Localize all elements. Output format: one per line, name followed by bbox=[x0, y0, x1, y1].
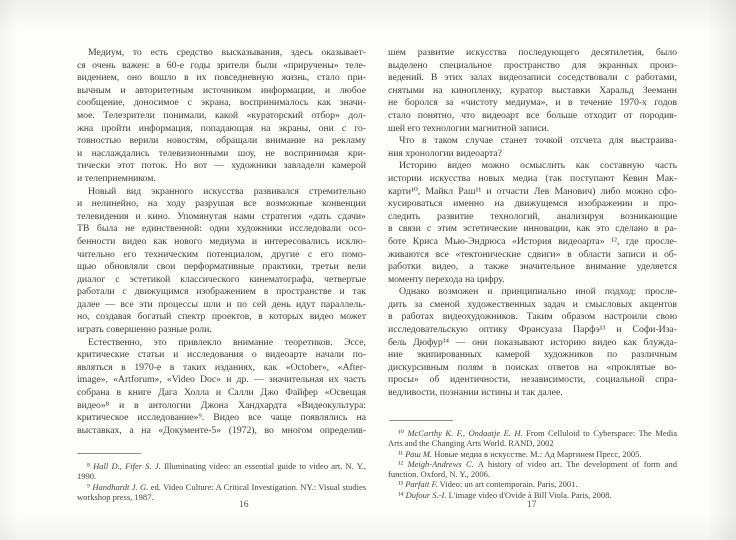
footnote bbox=[388, 479, 677, 489]
text-line: чительно его техническим потенциалом, другие с его помо- bbox=[77, 248, 366, 260]
text-line: бенности видео как нового медиума и интересовались исклю- bbox=[77, 235, 366, 247]
text-line: выделено специальное пространство для экранных произ- bbox=[388, 59, 677, 71]
text-line: сообщение, доносимое с экрана, воспринималось как значи- bbox=[77, 97, 366, 109]
footnote-text: L'image video d'Ovide à Bill Viola. Paris, 2008. bbox=[448, 489, 612, 500]
text-line: и наслаждались телевизионными шоу, не воспринимая кри- bbox=[77, 147, 366, 159]
footnote-author: Meigh-Andrews C. bbox=[407, 458, 474, 469]
text-line: шем развитие искусства последующего десятилетия, было bbox=[388, 47, 677, 58]
footnote-author: Раш М. bbox=[405, 448, 433, 459]
text-line: дискурсивным полям в поисках ответов на «проклятые во- bbox=[388, 361, 677, 373]
footnote bbox=[77, 482, 366, 503]
text-line: Медиум, то есть средство высказывания, здесь оказывает- bbox=[88, 47, 366, 58]
footnote-marker: ¹² bbox=[398, 458, 404, 469]
text-line: мое. Телезрители понимали, какой «кураторский отбор» дол- bbox=[77, 109, 366, 121]
text-line: бель Дюфур¹⁴ — они показывают историю видео как блужда- bbox=[388, 336, 677, 348]
footnote bbox=[388, 490, 677, 500]
footnote-text: Video: un art contemporain. Paris, 2001. bbox=[439, 479, 578, 490]
footnote bbox=[388, 449, 677, 459]
text-line: и нелинейно, на ходу разрушая все возможные конвенции bbox=[77, 198, 366, 210]
text-line: играть совершенно разные роли. bbox=[77, 324, 212, 336]
text-line: ние экипированных камерой художников по различным bbox=[388, 349, 677, 361]
text-line: следить развитие технологий, анализируя возникающие bbox=[388, 210, 677, 222]
text-line: в связи с этим эстетические инновации, как это сделано в ра- bbox=[388, 223, 677, 235]
right-page-text-column bbox=[388, 47, 677, 400]
text-line: щью обновляли свои перформативные практики, третьи вели bbox=[77, 261, 366, 273]
right-footnote-separator bbox=[389, 420, 453, 421]
text-line: боте Криса Мью-Эндрюса «История видеоарта» ¹², где просле- bbox=[388, 235, 677, 247]
footnote-marker: ¹¹ bbox=[398, 448, 404, 459]
text-line: ся очень важен: в 60-е годы зрители были «приручены» теле- bbox=[77, 59, 366, 71]
footnote-text: From Celluloid to Cyberspace: The Media Arts and the Changing Arts World. RAND, 2002 bbox=[388, 428, 678, 449]
text-line: истории искусства новых медиа (так поступают Кевин Мак- bbox=[388, 172, 677, 184]
footnote-text: Новые медиа в искусстве. М.: Ад Маргинем Пресс, 2005. bbox=[434, 448, 642, 459]
text-line: далее — все эти процессы шли и по сей день идут параллель- bbox=[77, 298, 366, 310]
footnote bbox=[77, 461, 366, 482]
right-page-footnotes bbox=[388, 428, 677, 500]
footnote bbox=[388, 459, 677, 480]
text-line: просы» об идентичности, независимости, социальной спра- bbox=[388, 374, 677, 386]
footnote-marker: ¹⁰ bbox=[398, 428, 404, 438]
right-page-number: 17 bbox=[527, 500, 537, 510]
text-line: Новый вид экранного искусства развивался стремительно bbox=[88, 185, 366, 197]
text-line: ведливости, познании истины и так далее. bbox=[388, 387, 563, 399]
text-line: моменту перехода на цифру. bbox=[388, 273, 505, 285]
text-line: в работах видеохудожников. Таким образом настроили свою bbox=[388, 311, 677, 323]
text-line: стало понятно, что видеоарт все больше отходит от породив- bbox=[388, 109, 677, 121]
text-line: телевидения и кино. Упомянутая нами стратегия «дать сдачи» bbox=[77, 210, 366, 222]
text-line: но, создавая богатый спектр проектов, в которых видео может bbox=[77, 311, 366, 323]
text-line: и телеприемником. bbox=[77, 172, 156, 184]
text-line: дить за сменой художественных задач и смысловых акцентов bbox=[388, 298, 677, 310]
text-line: критическое исследование»⁹. Видео все чаще появлялись на bbox=[77, 412, 366, 424]
text-line: снятыми на кинопленку, куратор выставки Харальд Зееманн bbox=[388, 84, 677, 96]
footnote-author: Parfait F. bbox=[405, 479, 438, 490]
text-line: image», «Artforum», «Video Doc» и др. — значительная их часть bbox=[77, 374, 366, 386]
text-line: не боролся за «чистоту медиума», и в течение 1970-х годов bbox=[388, 97, 677, 109]
footnote-marker: ⁹ bbox=[87, 481, 90, 492]
text-line: кусироваться именно на движущемся изображении и про- bbox=[388, 198, 677, 210]
text-line: тически этот поток. Но вот — художники завладели камерой bbox=[77, 160, 366, 172]
text-line: Естественно, это привлекло внимание теоретиков. Эссе, bbox=[88, 336, 366, 348]
left-footnote-separator bbox=[77, 453, 141, 454]
footnote bbox=[388, 428, 677, 449]
footnote-marker: ⁸ bbox=[87, 461, 90, 471]
text-line: карти¹⁰, Майкл Раш¹¹ и отчасти Лев Манович) либо можно сфо- bbox=[388, 185, 677, 197]
text-line: собрана в книге Дага Холла и Салли Джо Файфер «Освещая bbox=[77, 387, 366, 399]
text-line: выставках, а на «Документе-5» (1972), во многом определив- bbox=[77, 424, 366, 436]
text-line: шей его технологии магнитной записи. bbox=[388, 122, 550, 134]
footnote-author: Handhardt J. G. bbox=[92, 481, 149, 492]
text-line: видением, оно вошло в их повседневную жизнь, стало при- bbox=[77, 72, 366, 84]
text-line: видео»⁸ и в антологии Джона Хандхардта «Видеокультура: bbox=[77, 399, 366, 411]
text-line: являться в 1970-е в таких изданиях, как «October», «After- bbox=[77, 361, 366, 373]
text-line: ния хронологии видеоарта? bbox=[388, 147, 502, 159]
text-line: диалог с эстетикой классического кинематографа, четвертые bbox=[77, 273, 366, 285]
text-line: работки видео, а также значительное внимание уделяется bbox=[388, 261, 677, 273]
footnote-text: A history of video art. The development of form and function. Oxford, N. Y., 2006. bbox=[388, 458, 677, 480]
text-line: Историю видео можно осмыслить как составную часть bbox=[399, 160, 677, 172]
footnote-marker: ¹⁴ bbox=[398, 489, 404, 500]
footnote-author: Dufour S.-I. bbox=[405, 489, 447, 500]
text-line: исследовательскую оптику Франсуаза Парфэ¹³ и Софи-Иза- bbox=[388, 324, 677, 336]
text-line: жна пройти информация, попадающая на экраны, они с го- bbox=[77, 122, 366, 134]
footnote-text: Illuminating video: an essential guide to video art. N. Y., 1990. bbox=[77, 461, 366, 482]
footnote-author: McCarthy K. F., Ondaatje E. H. bbox=[407, 428, 523, 438]
text-line: Однако возможен и принципиально иной подход: просле- bbox=[399, 286, 677, 298]
left-page-footnotes bbox=[77, 461, 366, 502]
text-line: живаются все «тектонические сдвиги» в области записи и об- bbox=[388, 248, 677, 260]
text-line: ТВ была не единственной: одни художники исследовали осо- bbox=[77, 223, 366, 235]
text-line: товностью верили новостям, обращали внимание на рекламу bbox=[77, 135, 366, 147]
text-line: Что в таком случае станет точкой отсчета для выстраива- bbox=[399, 135, 677, 147]
text-line: ведений. В этих залах видеозаписи соседствовали с работами, bbox=[388, 72, 677, 84]
text-line: работали с движущимся изображением в пространстве и так bbox=[77, 286, 366, 298]
text-line: критические статьи и исследования о видеоарте начали по- bbox=[77, 349, 366, 361]
text-line: вычным и авторитетным источником информации, и любое bbox=[77, 84, 366, 96]
footnote-text: ed. Video Culture: A Critical Investigation. NY.: Visual studies workshop press, 1987. bbox=[77, 481, 367, 502]
footnote-marker: ¹³ bbox=[398, 479, 404, 490]
footnote-author: Hall D., Fifer S. J. bbox=[93, 461, 161, 471]
left-page-number: 16 bbox=[239, 500, 249, 510]
left-page-text-column bbox=[77, 47, 366, 437]
